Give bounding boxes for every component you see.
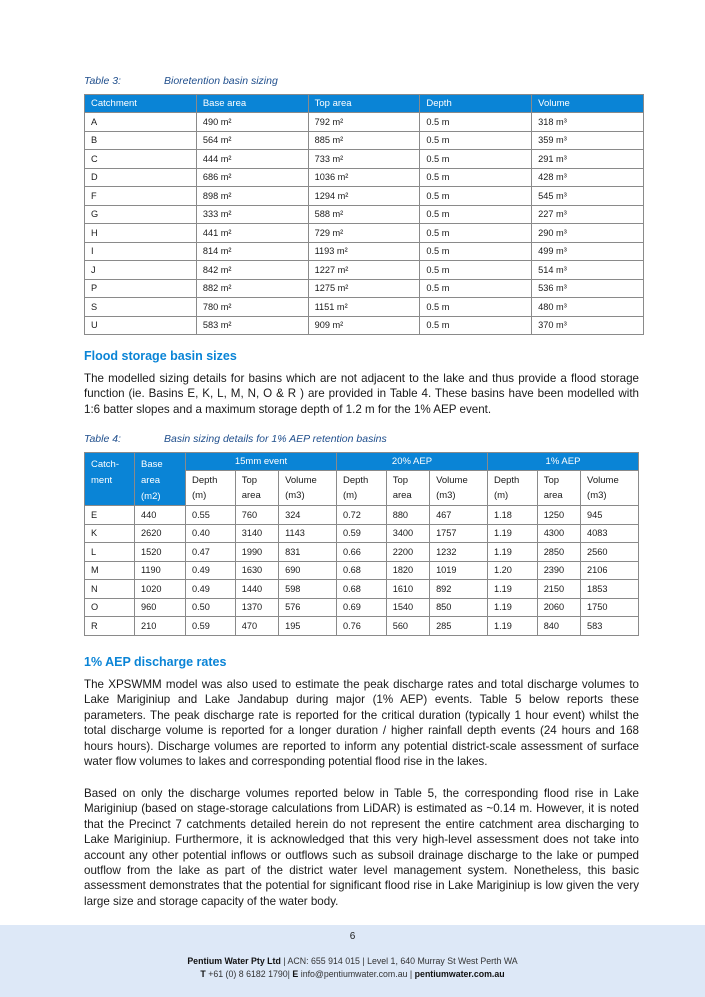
table-cell: 1370 (235, 598, 278, 617)
table-cell: 831 (279, 543, 337, 562)
table-cell: 0.66 (336, 543, 386, 562)
table-cell: 882 m² (196, 279, 308, 298)
table-cell: 840 (537, 617, 580, 636)
table-cell: R (85, 617, 135, 636)
table-row (85, 506, 639, 525)
table-cell: 1275 m² (308, 279, 420, 298)
table-cell: 1232 (430, 543, 488, 562)
table-cell: 290 m³ (532, 224, 644, 243)
table4-group-header-row (85, 453, 639, 471)
table3-header-row (85, 95, 644, 113)
table-cell: 1.19 (487, 580, 537, 599)
table-cell: 0.68 (336, 580, 386, 599)
table-cell: 0.69 (336, 598, 386, 617)
table-cell: H (85, 224, 197, 243)
table4-sub-header: Top area (537, 471, 580, 506)
table-cell: 536 m³ (532, 279, 644, 298)
table-cell: 686 m² (196, 168, 308, 187)
table-cell: 1143 (279, 524, 337, 543)
table-cell: 210 (135, 617, 186, 636)
table-cell: 1630 (235, 561, 278, 580)
table-cell: I (85, 242, 197, 261)
table-cell: 333 m² (196, 205, 308, 224)
table-cell: 1.19 (487, 598, 537, 617)
table-cell: B (85, 131, 197, 150)
table4-body (85, 506, 639, 636)
table-row (85, 598, 639, 617)
table-cell: 480 m³ (532, 298, 644, 317)
table-row (85, 205, 644, 224)
table4-caption (84, 433, 387, 445)
footer-email-label: E (292, 969, 299, 979)
table-cell: N (85, 580, 135, 599)
table-cell: 0.59 (186, 617, 236, 636)
table4-group-header: 1% AEP (487, 453, 638, 471)
table3-caption-number: Table 3: (84, 75, 121, 87)
table-row (85, 580, 639, 599)
table-cell: 1250 (537, 506, 580, 525)
table-cell: 1227 m² (308, 261, 420, 280)
table-cell: 0.72 (336, 506, 386, 525)
table-row (85, 524, 639, 543)
table3-caption (84, 75, 278, 87)
table-cell: D (85, 168, 197, 187)
table-cell: 324 (279, 506, 337, 525)
table-cell: 909 m² (308, 316, 420, 335)
table-cell: K (85, 524, 135, 543)
discharge-paragraph-2: Based on only the discharge volumes reported below in Table 5, the corresponding flood rise in Lake Mariginiup (based on stage-storage calculations from LiDAR) is estimated as ~0.14 m. However, it is noted that the Precinct 7 catchments detailed herein do not represent the entire catchment area discharging to Lake Mariginiup. Furthermore, it is acknowledged that this very high-level assessment does not take into account any other potential inflows or outflows such as subsoil drainage discharge to the lake or pumped outflow from the lake as part of the district water level management system. Nonetheless, this basic assessment demonstrates that the potential for significant flood rise in Lake Mariginiup is low given the very large size and storage capacity of the water body. (84, 787, 639, 908)
footer-phone: +61 (0) 8 6182 1790| (208, 969, 290, 979)
table-cell: 1520 (135, 543, 186, 562)
table-row (85, 261, 644, 280)
table-cell: 1036 m² (308, 168, 420, 187)
table-cell: 499 m³ (532, 242, 644, 261)
table-cell: 2560 (581, 543, 639, 562)
table-cell: A (85, 113, 197, 132)
table-cell: 1757 (430, 524, 488, 543)
table3-header-cell: Depth (420, 95, 532, 113)
table-cell: 2150 (537, 580, 580, 599)
table-cell: 467 (430, 506, 488, 525)
table-cell: 0.5 m (420, 131, 532, 150)
table3-header-cell: Base area (196, 95, 308, 113)
table4-group-header: 20% AEP (336, 453, 487, 471)
table-cell: 285 (430, 617, 488, 636)
table4-header-catchment: Catch- ment (85, 453, 135, 506)
table-cell: 545 m³ (532, 187, 644, 206)
table-row (85, 242, 644, 261)
table-cell: 0.50 (186, 598, 236, 617)
bioretention-table (84, 94, 644, 335)
table-cell: 0.5 m (420, 113, 532, 132)
table-cell: 3400 (386, 524, 429, 543)
table-cell: 0.5 m (420, 316, 532, 335)
table-cell: L (85, 543, 135, 562)
table-row (85, 113, 644, 132)
table-cell: 690 (279, 561, 337, 580)
footer-line-2 (0, 969, 705, 979)
table-cell: 1610 (386, 580, 429, 599)
table-cell: 960 (135, 598, 186, 617)
footer-email[interactable]: info@pentiumwater.com.au | (300, 969, 413, 979)
table-cell: 4300 (537, 524, 580, 543)
table-cell: 490 m² (196, 113, 308, 132)
table-cell: 1190 (135, 561, 186, 580)
table-cell: 0.40 (186, 524, 236, 543)
footer-website[interactable]: pentiumwater.com.au (414, 969, 505, 979)
table3-caption-title: Bioretention basin sizing (164, 75, 278, 87)
table-cell: 1294 m² (308, 187, 420, 206)
table-row (85, 298, 644, 317)
table-row (85, 561, 639, 580)
table-cell: 0.5 m (420, 261, 532, 280)
table3-header-cell: Catchment (85, 95, 197, 113)
table-cell: 1540 (386, 598, 429, 617)
table-cell: 0.5 m (420, 168, 532, 187)
footer-details: | ACN: 655 914 015 | Level 1, 640 Murray St West Perth WA (283, 956, 518, 966)
table-cell: 880 (386, 506, 429, 525)
table-cell: 0.49 (186, 580, 236, 599)
table-cell: 0.5 m (420, 298, 532, 317)
table-cell: 4083 (581, 524, 639, 543)
table-cell: 0.47 (186, 543, 236, 562)
table4-sub-header: Top area (235, 471, 278, 506)
table-cell: 0.59 (336, 524, 386, 543)
table-cell: 814 m² (196, 242, 308, 261)
table-cell: 0.5 m (420, 187, 532, 206)
table-cell: 1019 (430, 561, 488, 580)
table-cell: 0.76 (336, 617, 386, 636)
table-cell: U (85, 316, 197, 335)
table-cell: 2850 (537, 543, 580, 562)
table-cell: 564 m² (196, 131, 308, 150)
table-cell: 1020 (135, 580, 186, 599)
table-cell: 440 (135, 506, 186, 525)
table-cell: 733 m² (308, 150, 420, 169)
table-cell: 441 m² (196, 224, 308, 243)
flood-storage-paragraph: The modelled sizing details for basins which are not adjacent to the lake and thus provide a flood storage function (ie. Basins E, K, L, M, N, O & R ) are provided in Table 4. These basins have been modelled with 1:6 batter slopes and a maximum storage depth of 1.2 m for the 1% AEP event. (84, 372, 639, 416)
table-cell: 2390 (537, 561, 580, 580)
table-cell: 2620 (135, 524, 186, 543)
table-row (85, 316, 644, 335)
table-cell: 2060 (537, 598, 580, 617)
table-cell: 370 m³ (532, 316, 644, 335)
table-cell: C (85, 150, 197, 169)
table-cell: 780 m² (196, 298, 308, 317)
table4-sub-header: Depth (m) (487, 471, 537, 506)
table-cell: 0.5 m (420, 242, 532, 261)
table-cell: 227 m³ (532, 205, 644, 224)
table-row (85, 224, 644, 243)
table-cell: 0.55 (186, 506, 236, 525)
table-cell: 1990 (235, 543, 278, 562)
table-cell: J (85, 261, 197, 280)
table-cell: E (85, 506, 135, 525)
table4-sub-header: Depth (m) (336, 471, 386, 506)
table-cell: 0.68 (336, 561, 386, 580)
table-row (85, 168, 644, 187)
table4-sub-header: Volume (m3) (279, 471, 337, 506)
table3-header-cell: Top area (308, 95, 420, 113)
table-cell: 3140 (235, 524, 278, 543)
table4-sub-header: Depth (m) (186, 471, 236, 506)
discharge-heading: 1% AEP discharge rates (84, 655, 227, 669)
table-cell: 842 m² (196, 261, 308, 280)
footer-company: Pentium Water Pty Ltd (187, 956, 281, 966)
table4-caption-number: Table 4: (84, 433, 121, 445)
table-row (85, 543, 639, 562)
page-number: 6 (349, 931, 356, 942)
table-cell: 1820 (386, 561, 429, 580)
discharge-paragraph-1: The XPSWMM model was also used to estimate the peak discharge rates and total discharge volumes to Lake Mariginiup and Lake Jandabup during major (1% AEP) events. Table 5 below reports these parameters. The peak discharge rate is reported for the critical duration (typically 1 hour event) whilst the total discharge volume is reported for a longer duration / higher rainfall depth events (24 hours and 168 hours hours). Discharge volumes are reported to inform any potential district-scale assessment of surface water flow volumes to lakes and corresponding potential flood rise in the lakes. (84, 678, 639, 769)
table-cell: 560 (386, 617, 429, 636)
table-cell: 359 m³ (532, 131, 644, 150)
table-cell: 898 m² (196, 187, 308, 206)
flood-storage-heading: Flood storage basin sizes (84, 349, 237, 363)
table-cell: 0.5 m (420, 224, 532, 243)
table-cell: M (85, 561, 135, 580)
table-cell: 1.18 (487, 506, 537, 525)
table3-body (85, 113, 644, 335)
table-row (85, 617, 639, 636)
table-cell: 2106 (581, 561, 639, 580)
table-cell: 195 (279, 617, 337, 636)
table-cell: 444 m² (196, 150, 308, 169)
table-cell: S (85, 298, 197, 317)
table-cell: 470 (235, 617, 278, 636)
table4-header-base-area: Base area (m2) (135, 453, 186, 506)
table-cell: 0.49 (186, 561, 236, 580)
table-cell: 428 m³ (532, 168, 644, 187)
table-row (85, 279, 644, 298)
footer-line-1 (0, 956, 705, 966)
table-cell: 1151 m² (308, 298, 420, 317)
table-cell: 1.20 (487, 561, 537, 580)
table-cell: 0.5 m (420, 205, 532, 224)
table-cell: 850 (430, 598, 488, 617)
table-cell: G (85, 205, 197, 224)
table-cell: 1193 m² (308, 242, 420, 261)
table4-sub-header: Top area (386, 471, 429, 506)
table-cell: 583 (581, 617, 639, 636)
table-cell: O (85, 598, 135, 617)
table4-group-header: 15mm event (186, 453, 337, 471)
table-cell: 598 (279, 580, 337, 599)
table-cell: 0.5 m (420, 279, 532, 298)
table-cell: P (85, 279, 197, 298)
table-cell: 945 (581, 506, 639, 525)
table-cell: 1.19 (487, 524, 537, 543)
table-cell: 588 m² (308, 205, 420, 224)
table-cell: 0.5 m (420, 150, 532, 169)
table-row (85, 131, 644, 150)
retention-basin-table (84, 452, 639, 636)
table-cell: 2200 (386, 543, 429, 562)
table-cell: 792 m² (308, 113, 420, 132)
table-cell: 760 (235, 506, 278, 525)
table-cell: 1750 (581, 598, 639, 617)
table-cell: 1.19 (487, 617, 537, 636)
table-row (85, 187, 644, 206)
table3-header-cell: Volume (532, 95, 644, 113)
table-cell: F (85, 187, 197, 206)
table-cell: 514 m³ (532, 261, 644, 280)
footer-phone-label: T (200, 969, 206, 979)
table-cell: 885 m² (308, 131, 420, 150)
table-cell: 1.19 (487, 543, 537, 562)
table-cell: 729 m² (308, 224, 420, 243)
table-row (85, 150, 644, 169)
table-cell: 1440 (235, 580, 278, 599)
table4-sub-header: Volume (m3) (581, 471, 639, 506)
table-cell: 583 m² (196, 316, 308, 335)
table-cell: 576 (279, 598, 337, 617)
table-cell: 291 m³ (532, 150, 644, 169)
table4-caption-title: Basin sizing details for 1% AEP retention basins (164, 433, 387, 445)
table-cell: 892 (430, 580, 488, 599)
table-cell: 318 m³ (532, 113, 644, 132)
table4-sub-header: Volume (m3) (430, 471, 488, 506)
table-cell: 1853 (581, 580, 639, 599)
